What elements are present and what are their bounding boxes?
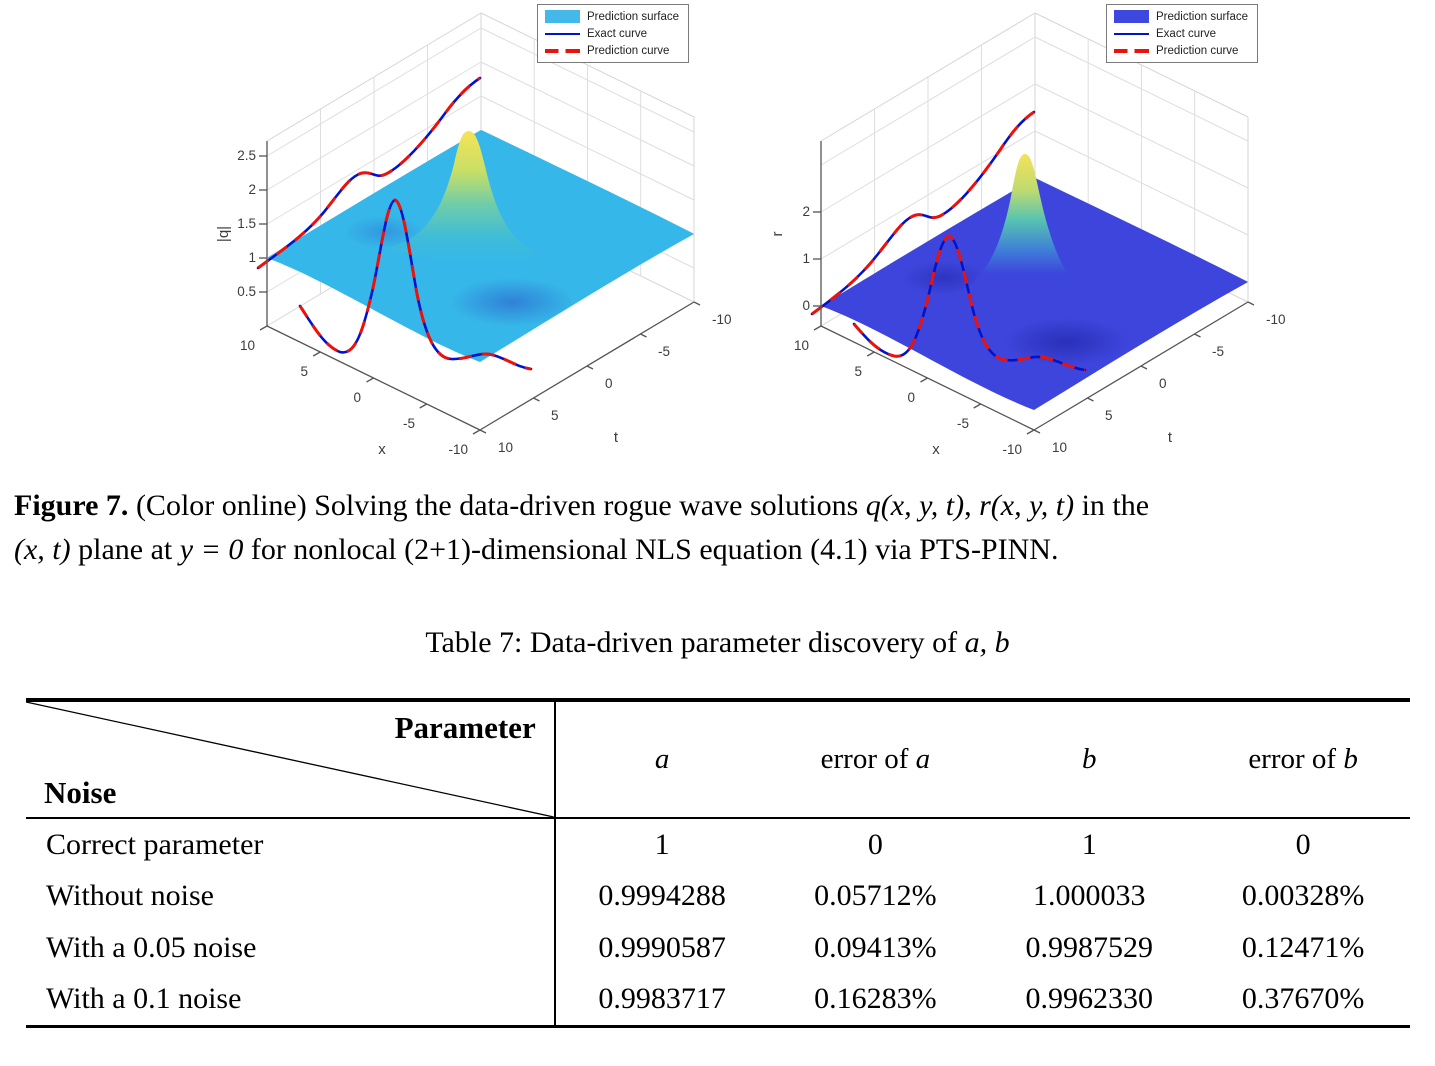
table-title-math: a, b (964, 626, 1010, 660)
cell-error-b: 0.00328% (1241, 879, 1365, 913)
header-noise: Noise (44, 775, 117, 811)
legend-item-surface (545, 8, 679, 25)
t-tick-label: 5 (1105, 408, 1113, 423)
legend-item-surface (1114, 8, 1248, 25)
z-tick-label: 2.5 (237, 148, 256, 163)
z-tick-label: 1.5 (237, 216, 256, 231)
x-tick-label: -10 (448, 442, 468, 457)
x-tick-label: 5 (854, 364, 862, 379)
t-tick-label: 0 (1159, 376, 1167, 391)
row-label: With a 0.1 noise (26, 974, 555, 1026)
t-tick-label: -5 (658, 344, 671, 359)
dashed-line-icon (1114, 49, 1149, 53)
x-axis-label: x (378, 441, 386, 458)
column-header-math: a (915, 743, 931, 776)
caption-math-r: r(x, y, t) (979, 489, 1075, 522)
x-tick-label: 0 (907, 390, 915, 405)
column-header-prefix: error of (1248, 743, 1344, 776)
row-label: Without noise (26, 870, 555, 922)
row-label: Correct parameter (26, 818, 555, 870)
cell-error-a: 0.05712% (814, 879, 937, 913)
column-header-error-a (769, 700, 983, 818)
t-axis-label: t (613, 429, 619, 446)
cell-b: 1 (1081, 827, 1097, 861)
surface-swatch-icon (545, 10, 580, 23)
caption-math-xt: (x, t) (14, 533, 71, 567)
column-header-math: b (1081, 743, 1097, 776)
t-tick-label: -10 (712, 312, 732, 327)
caption-math-q: q(x, y, t) (865, 489, 965, 522)
t-tick-label: 10 (498, 440, 514, 455)
solid-line-icon (545, 33, 580, 35)
column-header-prefix: error of (820, 743, 916, 776)
table-row (26, 818, 1410, 870)
cell-a: 0.9994288 (598, 879, 726, 913)
column-header-math: b (1343, 743, 1358, 776)
x-tick-label: -5 (402, 416, 415, 431)
cell-error-b: 0 (1295, 827, 1311, 861)
table-row (26, 974, 1410, 1026)
x-tick-label: -5 (956, 416, 969, 431)
t-tick-label: 5 (551, 408, 559, 423)
caption-line-2 (14, 528, 1421, 572)
prediction-surface (267, 130, 694, 362)
surface-dip (450, 278, 574, 326)
figure-caption (14, 484, 1421, 572)
t-tick-label: -5 (1212, 344, 1225, 359)
legend-label: Exact curve (587, 27, 648, 40)
x-tick-label: -10 (1002, 442, 1022, 457)
cell-b: 1.000033 (1032, 879, 1146, 913)
cell-b: 0.9987529 (1025, 931, 1153, 965)
z-axis-label: |q| (215, 225, 232, 243)
cell-error-a: 0.09413% (814, 931, 937, 965)
cell-error-b: 0.37670% (1241, 982, 1365, 1016)
legend-item-prediction (1114, 42, 1248, 59)
caption-text: , (964, 489, 980, 522)
caption-line-1 (14, 484, 1421, 528)
column-header-math: a (654, 743, 670, 776)
x-tick-label: 10 (239, 338, 255, 353)
caption-text: in the (1074, 489, 1150, 522)
column-header-b (982, 700, 1196, 818)
table-row (26, 870, 1410, 922)
column-header-error-b (1196, 700, 1410, 818)
legend-label: Exact curve (1156, 27, 1217, 40)
legend-item-exact (1114, 25, 1248, 42)
surface-swatch-icon (1114, 10, 1149, 23)
cell-b: 0.9962330 (1025, 982, 1153, 1016)
caption-text: plane at (70, 533, 180, 567)
table-corner-cell (26, 700, 555, 818)
figure-label: Figure 7. (14, 489, 129, 522)
surface-plot-q-canvas (212, 6, 742, 464)
parameter-discovery-table (26, 698, 1410, 1028)
header-parameter: Parameter (394, 710, 536, 746)
t-tick-label: -10 (1266, 312, 1286, 327)
cell-a: 0.9983717 (598, 982, 726, 1016)
z-tick-label: 1 (248, 250, 256, 265)
cell-a: 1 (654, 827, 670, 861)
caption-math-y: y = 0 (179, 533, 244, 567)
solid-line-icon (1114, 33, 1149, 35)
t-tick-label: 10 (1052, 440, 1068, 455)
legend-r-plot (1106, 4, 1258, 63)
z-tick-label: 2 (248, 182, 256, 197)
surface-plot-r-canvas (766, 6, 1296, 464)
figure-7-plots (0, 0, 1435, 464)
table-title (0, 626, 1435, 660)
x-axis-label: x (932, 441, 940, 458)
surface-plot-r (766, 6, 1296, 464)
z-tick-label: 0 (802, 298, 810, 313)
z-tick-label: 1 (802, 251, 810, 266)
table-header-row (26, 700, 1410, 818)
caption-text: for nonlocal (2+1)-dimensional NLS equation (4.1) via PTS-PINN. (243, 533, 1059, 567)
surface-plot-q (212, 6, 742, 464)
cell-error-b: 0.12471% (1241, 931, 1365, 965)
cell-error-a: 0.16283% (814, 982, 937, 1016)
prediction-surface (821, 154, 1248, 410)
legend-label: Prediction surface (587, 10, 680, 23)
t-tick-label: 0 (605, 376, 613, 391)
legend-label: Prediction curve (587, 44, 670, 57)
legend-item-exact (545, 25, 679, 42)
table-title-text: Table 7: Data-driven parameter discovery of (425, 626, 965, 660)
legend-item-prediction (545, 42, 679, 59)
legend-label: Prediction surface (1156, 10, 1249, 23)
row-label: With a 0.05 noise (26, 922, 555, 974)
cell-a: 0.9990587 (598, 931, 726, 965)
x-tick-label: 0 (353, 390, 361, 405)
x-tick-label: 10 (793, 338, 809, 353)
x-tick-label: 5 (300, 364, 308, 379)
z-tick-label: 2 (802, 204, 810, 219)
t-axis-label: t (1167, 429, 1173, 446)
column-header-a (555, 700, 769, 818)
dashed-line-icon (545, 49, 580, 53)
caption-text: (Color online) Solving the data-driven rogue wave solutions (128, 489, 866, 522)
z-axis-label: r (769, 231, 786, 237)
z-tick-label: 0.5 (237, 284, 256, 299)
legend-q-plot (537, 4, 689, 63)
table-row (26, 922, 1410, 974)
cell-error-a: 0 (867, 827, 883, 861)
legend-label: Prediction curve (1156, 44, 1239, 57)
